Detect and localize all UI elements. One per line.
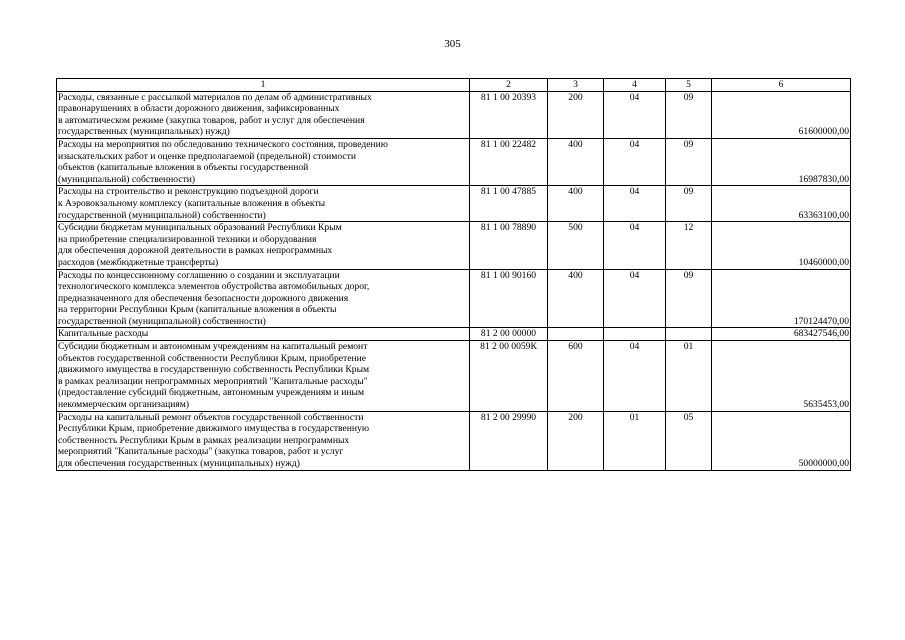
amount-cell: 10460000,00 bbox=[712, 222, 851, 269]
section-cell bbox=[604, 328, 666, 341]
description-line: Капитальные расходы bbox=[58, 328, 149, 340]
description-line: Расходы, связанные с рассылкой материалов по делам об административных bbox=[58, 91, 372, 103]
description-line: Расходы по концессионному соглашению о создании и эксплуатации bbox=[58, 269, 340, 281]
table-row bbox=[57, 138, 851, 185]
description-line: Субсидии бюджетным и автономным учреждениям на капитальный ремонт bbox=[58, 341, 368, 353]
description-cell bbox=[57, 222, 470, 269]
table-row bbox=[57, 411, 851, 470]
subsection-cell: 05 bbox=[666, 411, 712, 470]
description-line: расходов (межбюджетные трансферты) bbox=[58, 256, 219, 268]
amount-cell: 683427546,00 bbox=[712, 328, 851, 341]
code-cell: 81 2 00 0059К bbox=[470, 341, 548, 412]
expense-type-cell: 500 bbox=[548, 222, 604, 269]
code-cell: 81 1 00 20393 bbox=[470, 91, 548, 138]
subsection-cell: 09 bbox=[666, 138, 712, 185]
description-line: объектов (капитальные вложения в объекты государственной bbox=[58, 162, 309, 174]
subsection-cell bbox=[666, 328, 712, 341]
code-cell: 81 1 00 90160 bbox=[470, 269, 548, 328]
header-cell: 6 bbox=[712, 79, 851, 92]
header-cell: 1 bbox=[57, 79, 470, 92]
table-row bbox=[57, 328, 851, 341]
section-cell: 04 bbox=[604, 138, 666, 185]
description-line: в рамках реализации непрограммных мероприятий "Капитальные расходы" bbox=[58, 375, 368, 387]
expense-type-cell: 200 bbox=[548, 91, 604, 138]
description-line: предназначенного для обеспечения безопасности дорожного движения bbox=[58, 292, 349, 304]
description-cell bbox=[57, 269, 470, 328]
section-cell: 04 bbox=[604, 186, 666, 222]
description-line: изыскательских работ и оценке предполагаемой (предельной) стоимости bbox=[58, 150, 356, 162]
description-line: правонарушениях в области дорожного движения, зафиксированных bbox=[58, 103, 340, 115]
amount-cell: 50000000,00 bbox=[712, 411, 851, 470]
header-cell: 2 bbox=[470, 79, 548, 92]
code-cell: 81 2 00 29990 bbox=[470, 411, 548, 470]
section-cell: 04 bbox=[604, 222, 666, 269]
description-cell bbox=[57, 411, 470, 470]
description-line: Расходы на капитальный ремонт объектов государственной собственности bbox=[58, 411, 364, 423]
description-line: на приобретение специализированной техники и оборудования bbox=[58, 233, 317, 245]
description-line: Расходы на мероприятия по обследованию технического состояния, проведению bbox=[58, 138, 388, 150]
subsection-cell: 01 bbox=[666, 341, 712, 412]
description-line: Республики Крым, приобретение движимого имущества в государственную bbox=[58, 423, 370, 435]
table-row bbox=[57, 186, 851, 222]
subsection-cell: 09 bbox=[666, 91, 712, 138]
amount-cell: 61600000,00 bbox=[712, 91, 851, 138]
description-line: Субсидии бюджетам муниципальных образований Республики Крым bbox=[58, 222, 342, 234]
description-cell bbox=[57, 328, 470, 341]
expense-type-cell: 400 bbox=[548, 186, 604, 222]
description-cell bbox=[57, 186, 470, 222]
description-line: (предоставление субсидий бюджетным, автономным учреждениям и иным bbox=[58, 387, 365, 399]
description-line: государственной (муниципальной) собственности) bbox=[58, 209, 266, 221]
page-number: 305 bbox=[444, 38, 461, 50]
description-line: для обеспечения государственных (муниципальных) нужд) bbox=[58, 458, 300, 469]
description-line: объектов государственной собственности Республики Крым, приобретение bbox=[58, 352, 366, 364]
code-cell: 81 2 00 00000 bbox=[470, 328, 548, 341]
code-cell: 81 1 00 47885 bbox=[470, 186, 548, 222]
description-line: мероприятий "Капитальные расходы" (закупка товаров, работ и услуг bbox=[58, 446, 344, 458]
code-cell: 81 1 00 22482 bbox=[470, 138, 548, 185]
table-header-row bbox=[57, 79, 851, 92]
description-line: движимого имущества в государственную собственность Республики Крым bbox=[58, 364, 370, 376]
amount-cell: 170124470,00 bbox=[712, 269, 851, 328]
description-line: государственных (муниципальных) нужд) bbox=[58, 126, 230, 138]
table-row bbox=[57, 222, 851, 269]
section-cell: 04 bbox=[604, 269, 666, 328]
code-cell: 81 1 00 78890 bbox=[470, 222, 548, 269]
subsection-cell: 09 bbox=[666, 269, 712, 328]
table-row bbox=[57, 91, 851, 138]
section-cell: 01 bbox=[604, 411, 666, 470]
description-cell bbox=[57, 341, 470, 412]
expense-type-cell: 400 bbox=[548, 138, 604, 185]
description-cell bbox=[57, 91, 470, 138]
description-line: на территории Республики Крым (капитальные вложения в объекты bbox=[58, 304, 337, 316]
expense-type-cell: 600 bbox=[548, 341, 604, 412]
subsection-cell: 09 bbox=[666, 186, 712, 222]
amount-cell: 63363100,00 bbox=[712, 186, 851, 222]
header-cell: 3 bbox=[548, 79, 604, 92]
amount-cell: 16987830,00 bbox=[712, 138, 851, 185]
description-line: (муниципальной) собственности) bbox=[58, 173, 196, 185]
header-cell: 4 bbox=[604, 79, 666, 92]
description-line: некоммерческим организациям) bbox=[58, 399, 190, 411]
description-line: в автоматическом режиме (закупка товаров, работ и услуг для обеспечения bbox=[58, 114, 365, 126]
expense-type-cell bbox=[548, 328, 604, 341]
table-row bbox=[57, 269, 851, 328]
budget-table bbox=[56, 78, 851, 471]
expense-type-cell: 200 bbox=[548, 411, 604, 470]
description-line: технологического комплекса элементов обустройства автомобильных дорог, bbox=[58, 281, 370, 293]
description-line: государственной (муниципальной) собственности) bbox=[58, 315, 266, 327]
description-line: Расходы на строительство и реконструкцию подъездной дороги bbox=[58, 186, 319, 198]
description-line: собственность Республики Крым в рамках реализации непрограммных bbox=[58, 434, 350, 446]
header-cell: 5 bbox=[666, 79, 712, 92]
table-row bbox=[57, 341, 851, 412]
amount-cell: 5635453,00 bbox=[712, 341, 851, 412]
section-cell: 04 bbox=[604, 341, 666, 412]
description-line: к Аэровокзальному комплексу (капитальные вложения в объекты bbox=[58, 197, 326, 209]
subsection-cell: 12 bbox=[666, 222, 712, 269]
section-cell: 04 bbox=[604, 91, 666, 138]
expense-type-cell: 400 bbox=[548, 269, 604, 328]
description-cell bbox=[57, 138, 470, 185]
description-line: для обеспечения дорожной деятельности в рамках непрограммных bbox=[58, 245, 333, 257]
